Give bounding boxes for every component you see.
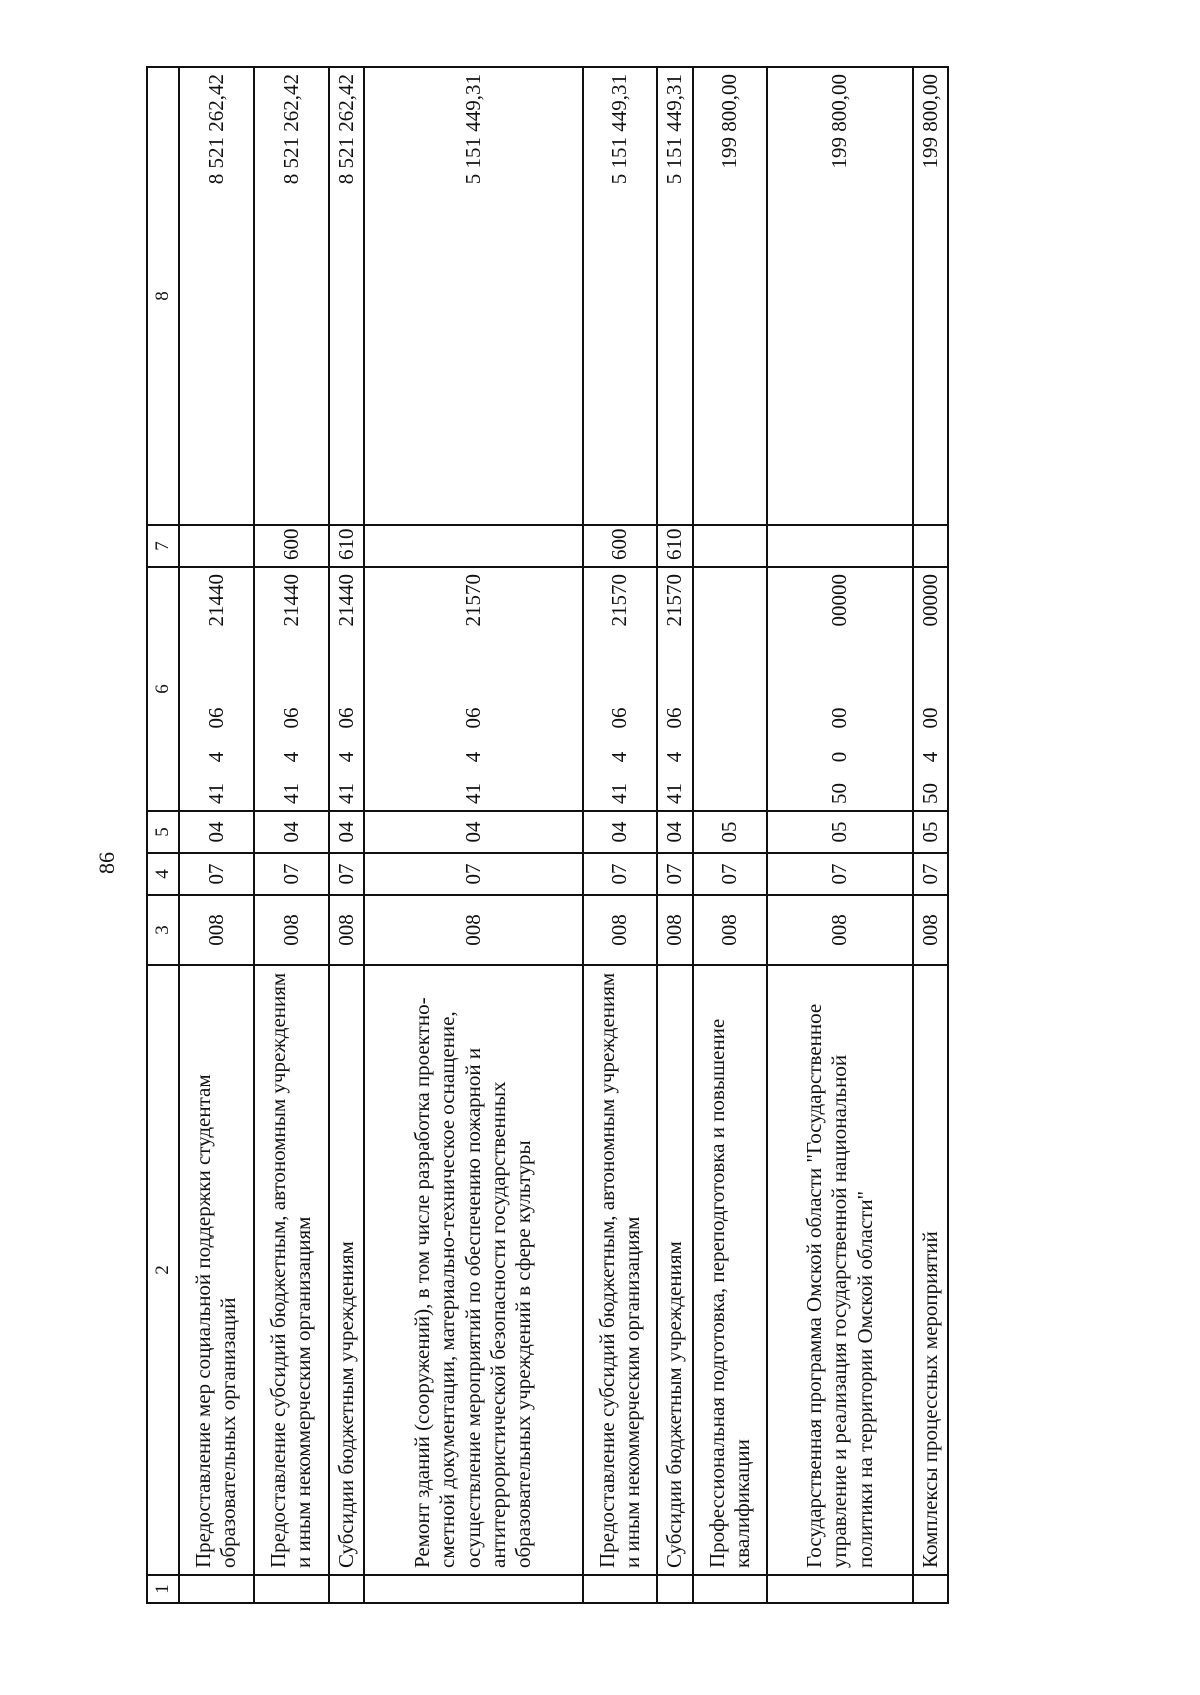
item-name: Комплексы процессных мероприятий	[913, 965, 948, 1575]
program-code: 41	[460, 783, 485, 804]
subsection-code: 04	[364, 811, 583, 853]
row-number-cell	[179, 1575, 254, 1603]
item-name: Ремонт зданий (сооружений), в том числе разработка проектно-сметной документации, материально-техническое оснащение, осуществление мероприятий по обеспечению пожарной и антитеррористической безопасности государственных образовательных учреждений в сфере культуры	[364, 965, 583, 1575]
event-code: 06	[333, 707, 358, 729]
table-row	[254, 67, 329, 1603]
target-article-code	[583, 567, 658, 811]
section-code: 07	[179, 853, 254, 895]
column-number: 4	[147, 853, 179, 895]
admin-code: 008	[913, 895, 948, 965]
program-code: 41	[278, 783, 303, 804]
admin-code: 008	[254, 895, 329, 965]
subprogram-code: 0	[827, 751, 852, 763]
admin-code: 008	[693, 895, 768, 965]
program-code: 41	[333, 783, 358, 804]
target-article-code	[179, 567, 254, 811]
column-number: 2	[147, 965, 179, 1575]
table-row	[657, 67, 692, 1603]
subsection-code: 04	[329, 811, 364, 853]
expense-type-code	[913, 525, 948, 567]
column-number: 1	[147, 1575, 179, 1603]
amount: 199 800,00	[693, 67, 768, 525]
section-code: 07	[329, 853, 364, 895]
row-number-cell	[657, 1575, 692, 1603]
item-name: Предоставление субсидий бюджетным, автономным учреждениям и иным некоммерческим организациям	[254, 965, 329, 1575]
expense-type-code	[693, 525, 768, 567]
admin-code: 008	[329, 895, 364, 965]
amount: 8 521 262,42	[254, 67, 329, 525]
column-number-row	[147, 67, 179, 1603]
expense-type-code	[767, 525, 912, 567]
page-number: 86	[94, 852, 119, 874]
row-number-cell	[254, 1575, 329, 1603]
section-code: 07	[364, 853, 583, 895]
event-code: 06	[278, 707, 303, 729]
table-row	[329, 67, 364, 1603]
subprogram-code: 4	[278, 751, 303, 763]
subsection-code: 05	[767, 811, 912, 853]
subsection-code: 04	[657, 811, 692, 853]
program-code: 50	[917, 783, 942, 804]
section-code: 07	[583, 853, 658, 895]
row-number-cell	[329, 1575, 364, 1603]
direction-code: 21440	[203, 574, 228, 627]
subsection-code: 04	[254, 811, 329, 853]
subprogram-code: 4	[460, 751, 485, 763]
admin-code: 008	[657, 895, 692, 965]
expense-type-code: 600	[583, 525, 658, 567]
subprogram-code: 4	[333, 751, 358, 763]
event-code: 06	[607, 707, 632, 729]
expense-type-code	[179, 525, 254, 567]
item-name: Государственная программа Омской области "Государственное управление и реализация государственной национальной политики на территории Омской области"	[767, 965, 912, 1575]
event-code: 06	[662, 707, 687, 729]
item-name: Предоставление мер социальной поддержки студентам образовательных организаций	[179, 965, 254, 1575]
expense-type-code: 610	[329, 525, 364, 567]
table-row	[913, 67, 948, 1603]
subprogram-code: 4	[662, 751, 687, 763]
row-number-cell	[583, 1575, 658, 1603]
budget-table	[146, 66, 949, 1604]
direction-code: 21570	[607, 574, 632, 627]
rotated-table-wrapper	[146, 68, 949, 1604]
item-name: Субсидии бюджетным учреждениям	[657, 965, 692, 1575]
subsection-code: 05	[693, 811, 768, 853]
direction-code: 00000	[827, 574, 852, 627]
subsection-code: 04	[179, 811, 254, 853]
subprogram-code: 4	[917, 751, 942, 763]
table-row	[364, 67, 583, 1603]
amount: 8 521 262,42	[329, 67, 364, 525]
section-code: 07	[657, 853, 692, 895]
item-name: Предоставление субсидий бюджетным, автономным учреждениям и иным некоммерческим организациям	[583, 965, 658, 1575]
admin-code: 008	[767, 895, 912, 965]
admin-code: 008	[583, 895, 658, 965]
row-number-cell	[913, 1575, 948, 1603]
section-code: 07	[254, 853, 329, 895]
column-number: 6	[147, 567, 179, 811]
program-code: 41	[662, 783, 687, 804]
event-code: 06	[460, 707, 485, 729]
event-code: 00	[827, 707, 852, 729]
admin-code: 008	[179, 895, 254, 965]
subsection-code: 05	[913, 811, 948, 853]
column-number: 5	[147, 811, 179, 853]
item-name: Профессиональная подготовка, переподготовка и повышение квалификации	[693, 965, 768, 1575]
event-code: 06	[203, 707, 228, 729]
expense-type-code: 610	[657, 525, 692, 567]
item-name: Субсидии бюджетным учреждениям	[329, 965, 364, 1575]
amount: 5 151 449,31	[364, 67, 583, 525]
program-code: 41	[607, 783, 632, 804]
direction-code: 21440	[278, 574, 303, 627]
amount: 5 151 449,31	[583, 67, 658, 525]
subprogram-code: 4	[203, 751, 228, 763]
amount: 5 151 449,31	[657, 67, 692, 525]
column-number: 3	[147, 895, 179, 965]
subprogram-code: 4	[607, 751, 632, 763]
section-code: 07	[693, 853, 768, 895]
table-row	[693, 67, 768, 1603]
program-code: 50	[827, 783, 852, 804]
target-article-code	[254, 567, 329, 811]
table-row	[179, 67, 254, 1603]
row-number-cell	[364, 1575, 583, 1603]
row-number-cell	[767, 1575, 912, 1603]
program-code: 41	[203, 783, 228, 804]
target-article-code	[913, 567, 948, 811]
target-article-code	[767, 567, 912, 811]
amount: 8 521 262,42	[179, 67, 254, 525]
direction-code: 21570	[460, 574, 485, 627]
event-code: 00	[917, 707, 942, 729]
target-article-code	[364, 567, 583, 811]
target-article-code	[657, 567, 692, 811]
subsection-code: 04	[583, 811, 658, 853]
expense-type-code: 600	[254, 525, 329, 567]
target-article-code	[329, 567, 364, 811]
section-code: 07	[913, 853, 948, 895]
amount: 199 800,00	[913, 67, 948, 525]
table-row	[583, 67, 658, 1603]
amount: 199 800,00	[767, 67, 912, 525]
section-code: 07	[767, 853, 912, 895]
column-number: 8	[147, 67, 179, 525]
table-row	[767, 67, 912, 1603]
direction-code: 21440	[333, 574, 358, 627]
target-article-code	[693, 567, 768, 811]
direction-code: 21570	[662, 574, 687, 627]
column-number: 7	[147, 525, 179, 567]
admin-code: 008	[364, 895, 583, 965]
direction-code: 00000	[917, 574, 942, 627]
row-number-cell	[693, 1575, 768, 1603]
expense-type-code	[364, 525, 583, 567]
